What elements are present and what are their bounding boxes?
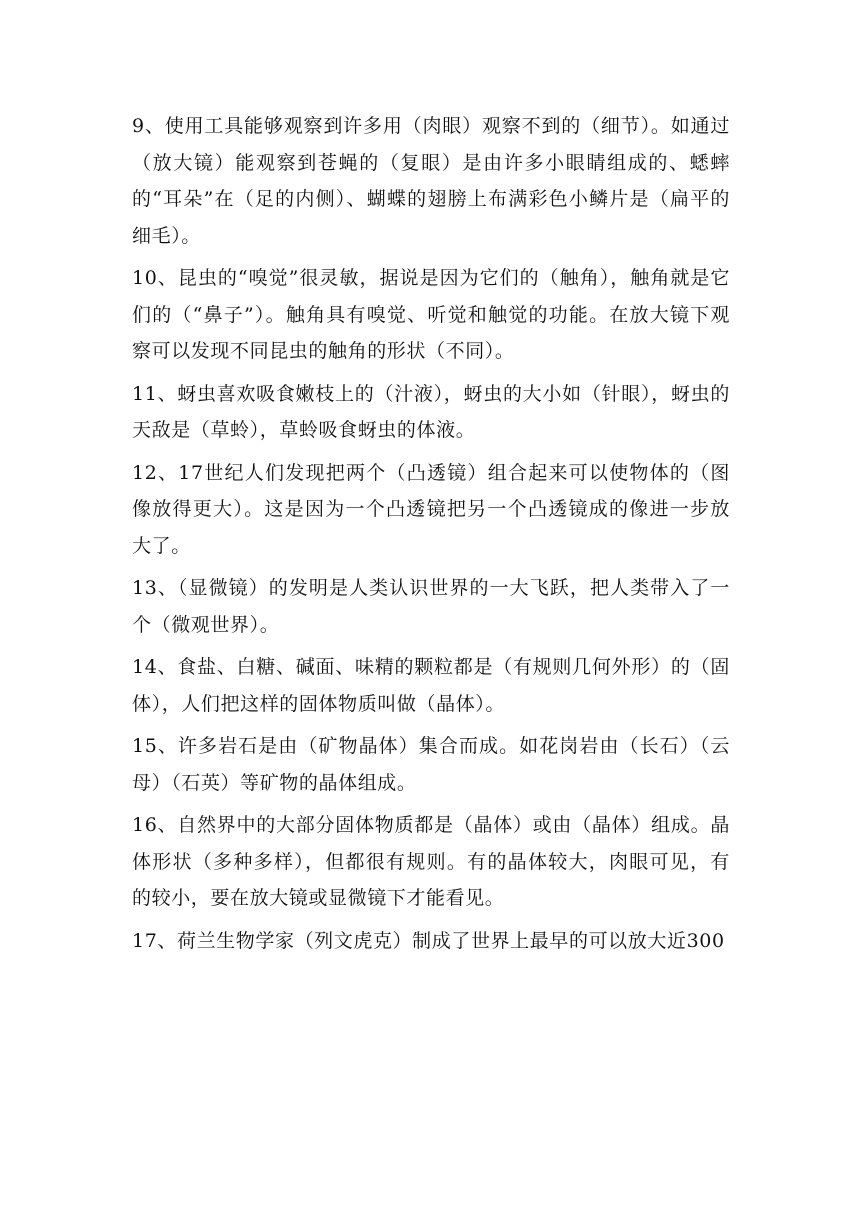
paragraph-item-15: 15、许多岩石是由（矿物晶体）集合而成。如花岗岩由（长石）（云母）（石英）等矿物的晶体组成。 [132,735,730,794]
paragraph-item-13: 13、（显微镜）的发明是人类认识世界的一大飞跃，把人类带入了一个（微观世界）。 [132,577,730,636]
paragraph-item-14: 14、食盐、白糖、碱面、味精的颗粒都是（有规则几何外形）的（固体），人们把这样的固体物质叫做（晶体）。 [132,656,730,715]
paragraph-item-16: 16、自然界中的大部分固体物质都是（晶体）或由（晶体）组成。晶体形状（多种多样），但都很有规则。有的晶体较大，肉眼可见，有的较小，要在放大镜或显微镜下才能看见。 [132,814,730,909]
paragraph-item-10: 10、昆虫的“嗅觉”很灵敏，据说是因为它们的（触角），触角就是它们的（“鼻子”）。触角具有嗅觉、听觉和触觉的功能。在放大镜下观察可以发现不同昆虫的触角的形状（不同）。 [132,267,730,362]
document-body [132,108,730,965]
paragraph-item-12: 12、17世纪人们发现把两个（凸透镜）组合起来可以使物体的（图像放得更大）。这是因为一个凸透镜把另一个凸透镜成的像进一步放大了。 [132,461,730,557]
paragraph-item-11: 11、蚜虫喜欢吸食嫩枝上的（汁液），蚜虫的大小如（针眼），蚜虫的天敌是（草蛉），草蛉吸食蚜虫的体液。 [132,382,730,441]
paragraph-item-9: 9、使用工具能够观察到许多用（肉眼）观察不到的（细节）。如通过（放大镜）能观察到苍蝇的（复眼）是由许多小眼睛组成的、蟋蟀的“耳朵”在（足的内侧）、蝴蝶的翅膀上布满彩色小鳞片是（扁平的细毛）。 [132,115,730,247]
paragraph-item-17: 17、荷兰生物学家（列文虎克）制成了世界上最早的可以放大近300 [132,929,725,952]
